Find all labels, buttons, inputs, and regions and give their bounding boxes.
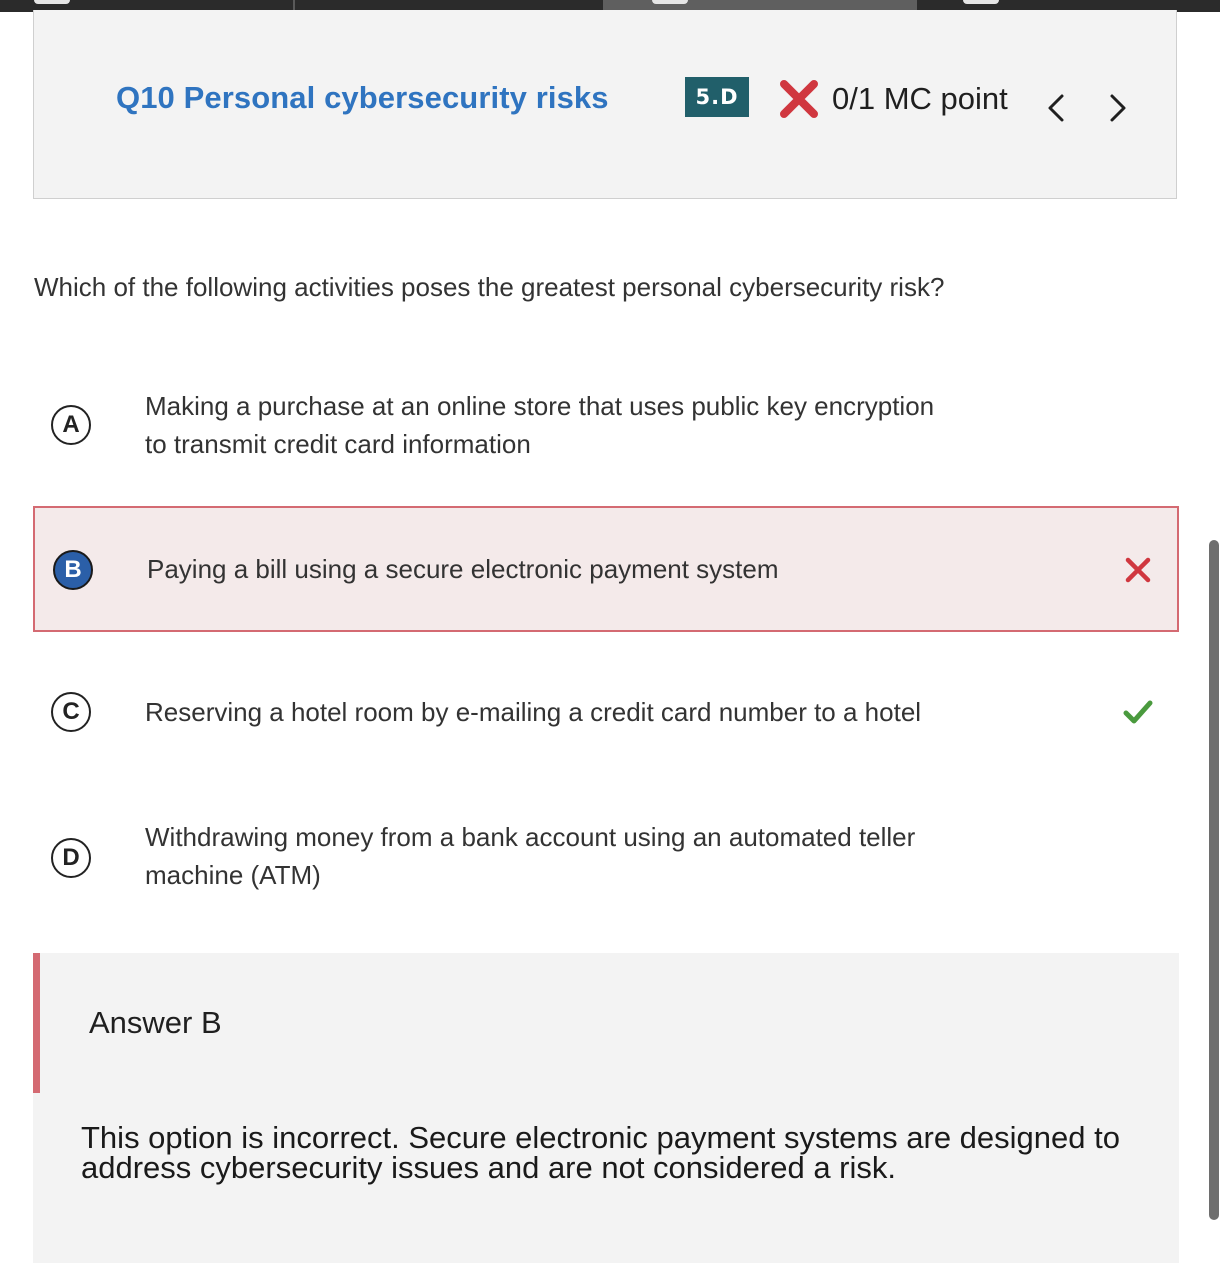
option-letter[interactable]: B xyxy=(53,550,93,590)
option-text: Paying a bill using a secure electronic payment system xyxy=(147,554,779,584)
chevron-left-icon[interactable] xyxy=(1042,90,1070,126)
answer-accent-bar xyxy=(33,953,40,1093)
question-prompt: Which of the following activities poses the greatest personal cybersecurity risk? xyxy=(34,272,945,302)
option-text-line: Making a purchase at an online store that uses public key encryption xyxy=(145,391,935,421)
option-letter[interactable]: D xyxy=(51,838,91,878)
scrollbar-thumb[interactable] xyxy=(1209,540,1219,1220)
check-icon xyxy=(1123,699,1153,725)
option-b[interactable] xyxy=(33,506,1179,632)
tab-handle xyxy=(34,0,70,4)
score-text: 0/1 MC point xyxy=(832,81,1008,116)
chevron-right-icon[interactable] xyxy=(1104,90,1132,126)
question-header xyxy=(33,10,1177,199)
answer-explanation xyxy=(33,953,1179,1263)
answer-explanation-text: This option is incorrect. Secure electronic payment systems are designed to address cybersecurity issues and are not considered a risk. xyxy=(81,1120,1120,1185)
option-a[interactable] xyxy=(33,385,1179,470)
option-d[interactable] xyxy=(33,818,1179,903)
answer-title: Answer B xyxy=(89,1005,222,1040)
x-mark-icon xyxy=(1125,557,1151,583)
option-text: Reserving a hotel room by e-mailing a credit card number to a hotel xyxy=(145,697,922,727)
option-text xyxy=(145,818,915,894)
option-text xyxy=(145,387,934,463)
option-c[interactable] xyxy=(33,672,1179,752)
skill-badge: 5.D xyxy=(685,77,749,117)
option-letter[interactable]: C xyxy=(51,692,91,732)
question-title[interactable]: Q10 Personal cybersecurity risks xyxy=(116,80,609,115)
option-text-line: Withdrawing money from a bank account using an automated teller xyxy=(145,822,916,852)
option-text-line: machine (ATM) xyxy=(145,860,321,890)
option-text-line: to transmit credit card information xyxy=(145,429,531,459)
tab-handle xyxy=(652,0,688,4)
x-icon xyxy=(778,78,820,120)
option-letter[interactable]: A xyxy=(51,405,91,445)
tab-handle xyxy=(963,0,999,4)
